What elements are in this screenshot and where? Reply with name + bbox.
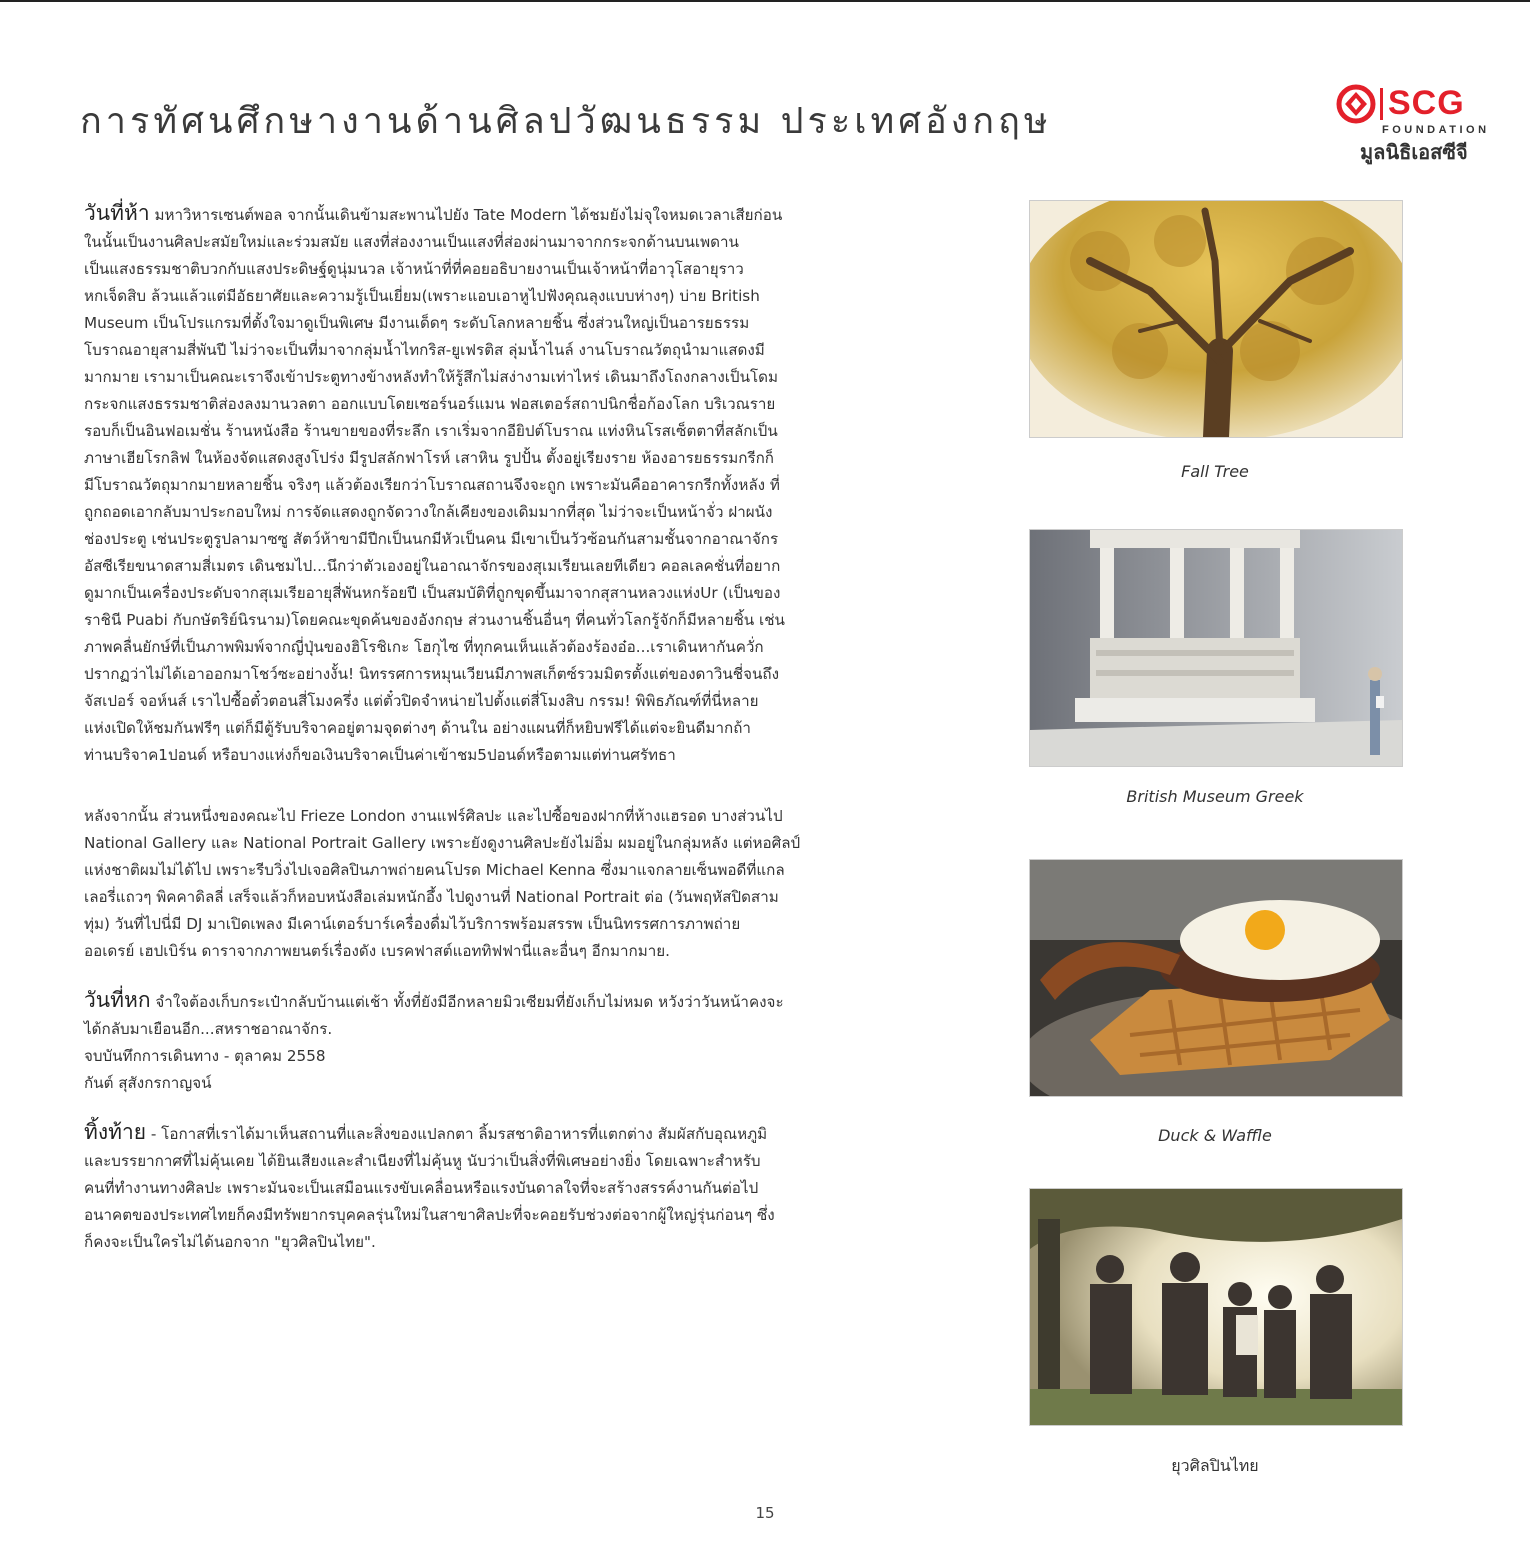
- text-line: จำใจต้องเก็บกระเป๋ากลับบ้านแต่เช้า ทั้งที่ยังมีอีกหลายมิวเซียมที่ยังเก็บไม่หมด หวังว่าวันหน้าคงจะ: [150, 993, 784, 1011]
- fall-tree-photo: [1029, 200, 1403, 438]
- photo-caption: Duck & Waffle: [1158, 1126, 1272, 1145]
- text-line: ทุ่ม) วันที่ไปนี่มี DJ มาเปิดเพลง มีเคาน์เตอร์บาร์เครื่องดื่มไว้บริการพร้อมสรรพ เป็นนิทรรศการภาพถ่าย: [84, 915, 741, 933]
- text-line: ปรากฏว่าไม่ได้เอาออกมาโชว์ซะอย่างงั้น! นิทรรศการหมุนเวียนมีภาพสเก็ตซ์รวมมิตรตั้งแต่ของดาวินชี่จนถึง: [84, 665, 779, 683]
- text-line: เป็นแสงธรรมชาติบวกกับแสงประดิษฐ์ดูนุ่มนวล เจ้าหน้าที่ที่คอยอธิบายงานเป็นเจ้าหน้าที่อาวุโสอายุราว: [84, 260, 744, 278]
- article-body: [84, 200, 964, 1256]
- food-photo-icon: [1030, 860, 1402, 1096]
- day5-paragraph: [84, 200, 964, 769]
- logo-thai-name: มูลนิธิเอสซีจี: [1360, 140, 1468, 164]
- text-line: - โอกาสที่เราได้มาเห็นสถานที่และสิ่งของแปลกตา ลิ้มรสชาติอาหารที่แตกต่าง สัมผัสกับอุณหภูมิ: [146, 1125, 768, 1143]
- text-line: ภาษาเฮียโรกลิฟ ในห้องจัดแสดงสูงโปร่ง มีรูปสลักฟาโรห์ เสาหิน รูปปั้น ตั้งอยู่เรียงราย ห้องอารยธรรมกรีกก็: [84, 449, 775, 467]
- text-line: ออเดรย์ เฮปเบิร์น ดาราจากภาพยนตร์เรื่องดัง เบรคฟาสต์แอททิฟฟานี่และอื่นๆ อีกมากมาย.: [84, 942, 670, 960]
- page-title: การทัศนศึกษางานด้านศิลปวัฒนธรรม ประเทศอังกฤษ: [80, 101, 1052, 142]
- text-line: เลอรี่แถวๆ พิคคาดิลลี่ เสร็จแล้วก็หอบหนังสือเล่มหนักอึ้ง ไปดูงานที่ National Portrait ต่อ (วันพฤหัสปิดสาม: [84, 888, 779, 906]
- text-line: ก็คงจะเป็นใครไม่ได้นอกจาก "ยุวศิลปินไทย".: [84, 1233, 376, 1251]
- text-line: ได้กลับมาเยือนอีก...สหราชอาณาจักร.: [84, 1020, 333, 1038]
- text-line: รอบก็เป็นอินฟอเมชั่น ร้านหนังสือ ร้านขายของที่ระลึก เราเริ่มจากอียิปต์โบราณ แท่งหินโรสเซ็ตตาที่สลักเป็น: [84, 422, 778, 440]
- day5-heading: วันที่ห้า: [84, 201, 150, 225]
- day6-heading: วันที่หก: [84, 988, 151, 1012]
- text-line: อัสซีเรียขนาดสามสี่เมตร เดินชมไป...นึกว่าตัวเองอยู่ในอาณาจักรของสุเมเรียนเลยทีเดียว คอลเลคชั่นที่อยาก: [84, 557, 781, 575]
- day6-paragraph: [84, 987, 964, 1097]
- tree-photo-icon: [1030, 201, 1402, 437]
- text-line: กระจกแสงธรรมชาติส่องลงมานวลตา ออกแบบโดยเซอร์นอร์แมน ฟอสเตอร์สถาปนิกชื่อก้องโลก บริเวณราย: [84, 395, 776, 413]
- text-line: ภาพคลื่นยักษ์ที่เป็นภาพพิมพ์จากญี่ปุ่นของฮิโรชิเกะ โฮกุไซ ที่ทุกคนเห็นแล้วต้องร้องอ๋อ...เราเดินหากันควั่ก: [84, 638, 764, 656]
- logo-brand: SCG: [1388, 84, 1465, 122]
- logo-foundation-text: FOUNDATION: [1382, 124, 1490, 136]
- text-line: และบรรยากาศที่ไม่คุ้นเคย ได้ยินเสียงและสำเนียงที่ไม่คุ้นหู นับว่าเป็นสิ่งที่พิเศษอย่างยิ่ง โดยเฉพาะสำหรับ: [84, 1152, 761, 1170]
- group-photo: [1029, 1188, 1403, 1426]
- text-line: จบบันทึกการเดินทาง - ตุลาคม 2558: [84, 1047, 326, 1065]
- text-line: อนาคตของประเทศไทยก็คงมีทรัพยากรบุคคลรุ่นใหม่ในสาขาศิลปะที่จะคอยรับช่วงต่อจากผู้ใหญ่รุ่นก่อนๆ ซึ่ง: [84, 1206, 775, 1224]
- british-museum-photo: [1029, 529, 1403, 767]
- text-line: จัสเปอร์ จอห์นส์ เราไปซื้อตั๋วตอนสี่โมงครึ่ง แต่ตั๋วปิดจำหน่ายไปตั้งแต่สี่โมงสิบ กรรม! พิพิธภัณฑ์ที่นี่หลาย: [84, 692, 759, 710]
- text-line: ถูกถอดเอากลับมาประกอบใหม่ การจัดแสดงถูกจัดวางใกล้เคียงของเดิมมากที่สุด ไม่ว่าจะเป็นหน้าจั่ว ฝาผนัง: [84, 503, 773, 521]
- text-line: Museum เป็นโปรแกรมที่ตั้งใจมาดูเป็นพิเศษ มีงานเด็ดๆ ระดับโลกหลายชิ้น ซึ่งส่วนใหญ่เป็นอารยธรรม: [84, 314, 750, 332]
- text-line: หกเจ็ดสิบ ล้วนแล้วแต่มีอัธยาศัยและความรู้เป็นเยี่ยม(เพราะแอบเอาหูไปฟังคุณลุงแบบห่างๆ) บ่าย British: [84, 287, 760, 305]
- scg-emblem-icon: [1336, 84, 1376, 124]
- text-line: National Gallery และ National Portrait Gallery เพราะยังดูงานศิลปะยังไม่อิ่ม ผมอยู่ในกลุ่มหลัง แต่หอศิลป์: [84, 834, 801, 852]
- after-paragraph: [84, 803, 964, 965]
- text-line: มหาวิหารเซนต์พอล จากนั้นเดินข้ามสะพานไปยัง Tate Modern ได้ชมยังไม่จุใจหมดเวลาเสียก่อน: [149, 206, 783, 224]
- text-line: โบราณอายุสามสี่พันปี ไม่ว่าจะเป็นที่มาจากลุ่มน้ำไทกริส-ยูเฟรติส ลุ่มน้ำไนล์ งานโบราณวัตถุนำมาแสดงมี: [84, 341, 765, 359]
- text-line: ในนั้นเป็นงานศิลปะสมัยใหม่และร่วมสมัย แสงที่ส่องงานเป็นแสงที่ส่องผ่านมาจากกระจกด้านบนเพดาน: [84, 233, 739, 251]
- text-line: มากมาย เรามาเป็นคณะเราจึงเข้าประตูทางข้างหลังทำให้รู้สึกไม่สง่างามเท่าไหร่ เดินมาถึงโถงกลางเป็นโดม: [84, 368, 778, 386]
- text-line: แห่งชาติผมไม่ได้ไป เพราะรีบวิ่งไปเจอศิลปินภาพถ่ายคนโปรด Michael Kenna ซึ่งมาแจกลายเซ็นพอดีที่แกล: [84, 861, 785, 879]
- text-line: ราชินี Puabi กับกษัตริย์นิรนาม)โดยคณะขุดค้นของอังกฤษ ส่วนงานชิ้นอื่นๆ ที่คนทั่วโลกรู้จักก็มีหลายชิ้น เช่น: [84, 611, 785, 629]
- text-line: คนที่ทำงานทางศิลปะ เพราะมันจะเป็นเสมือนแรงขับเคลื่อนหรือแรงบันดาลใจที่จะสร้างสรรค์งานกันต่อไป: [84, 1179, 759, 1197]
- photo-caption: British Museum Greek: [1126, 787, 1304, 806]
- text-line: กันต์ สุสังกรกาญจน์: [84, 1074, 212, 1092]
- text-line: มีโบราณวัตถุมากมายหลายชิ้น จริงๆ แล้วต้องเรียกว่าโบราณสถานจึงจะถูก เพราะมันคืออาคารกรีกทั้งหลัง ที่: [84, 476, 780, 494]
- text-line: แห่งเปิดให้ชมกันฟรีๆ แต่ก็มีตู้รับบริจาคอยู่ตามจุดต่างๆ ด้านใน อย่างแผนที่ก็หยิบฟรีได้แต่จะยินดีมากถ้า: [84, 719, 751, 737]
- group-photo-icon: [1030, 1189, 1402, 1425]
- final-heading: ทิ้งท้าย: [84, 1120, 147, 1144]
- text-line: ท่านบริจาค1ปอนด์ หรือบางแห่งก็ขอเงินบริจาคเป็นค่าเข้าชม5ปอนด์หรือตามแต่ท่านศรัทธา: [84, 746, 676, 764]
- top-rule: [0, 0, 1530, 2]
- scg-foundation-logo: [1336, 84, 1490, 164]
- page-number: 15: [755, 1504, 775, 1522]
- museum-photo-icon: [1030, 530, 1402, 766]
- photo-caption: Fall Tree: [1181, 462, 1249, 481]
- photo-caption: ยุวศิลปินไทย: [1171, 1456, 1259, 1475]
- final-paragraph: [84, 1119, 964, 1256]
- text-line: ดูมากเป็นเครื่องประดับจากสุเมเรียอายุสี่พันหกร้อยปี เป็นสมบัติที่ถูกขุดขึ้นมาจากสุสานหลวงแห่งUr (เป็นของ: [84, 584, 781, 602]
- text-line: หลังจากนั้น ส่วนหนึ่งของคณะไป Frieze London งานแฟร์ศิลปะ และไปซื้อของฝากที่ห้างแฮรอด บางส่วนไป: [84, 807, 783, 825]
- logo-divider: [1380, 88, 1383, 120]
- text-line: ช่องประตู เช่นประตูรูปลามาซซู สัตว์ห้าขามีปีกเป็นนกมีหัวเป็นคน มีเขาเป็นวัวซ้อนกันสามชั้นจากอาณาจักร: [84, 530, 779, 548]
- duck-waffle-photo: [1029, 859, 1403, 1097]
